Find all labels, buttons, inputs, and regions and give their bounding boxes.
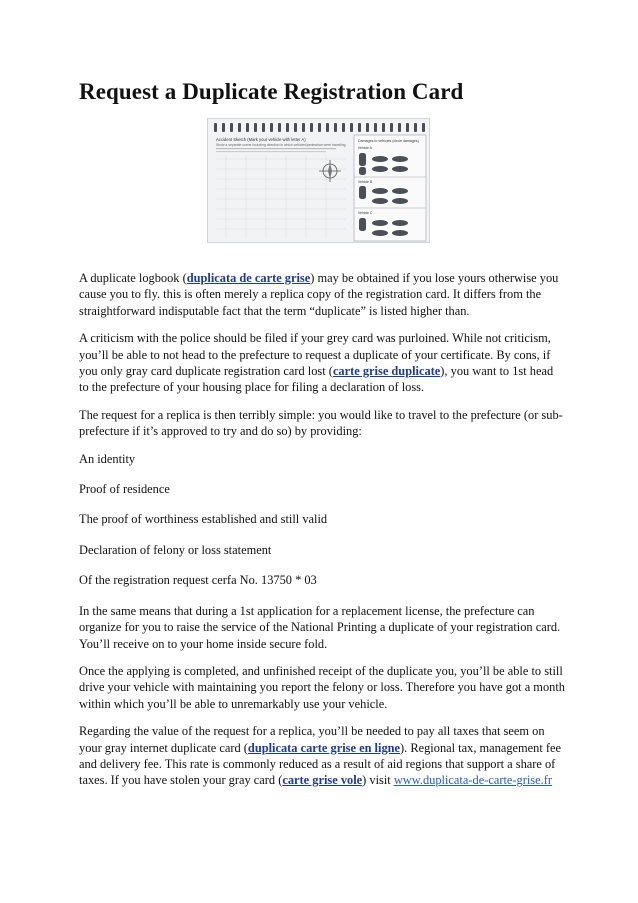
- paragraph-text: ) visit: [362, 773, 394, 788]
- paragraph-1: [79, 270, 565, 319]
- paragraph-2: [79, 330, 565, 396]
- spiral-binding: [214, 123, 425, 132]
- link-carte-grise-duplicate[interactable]: carte grise duplicate: [332, 364, 441, 379]
- link-website-url[interactable]: www.duplicata-de-carte-grise.fr: [393, 773, 552, 788]
- paragraph-text: A criticism with the police should be filed if your grey card was purloined. While not criticism, you’ll be able to not head to the prefecture to request a duplicate of your certificate. By cons, if you only gray card duplicate registration card lost (: [79, 331, 551, 379]
- sketch-grid: [216, 155, 346, 239]
- vehicle-c-label: Vehicle C: [358, 211, 373, 215]
- paragraph-4: In the same means that during a 1st application for a replacement license, the prefecture can organize for you to raise the service of the National Printing a duplicate of your registration card. You’ll receive on to your home inside secure fold.: [79, 603, 561, 651]
- figure-header-line2: Show a separate scene including direction in which vehicles/pedestrian were travelling: [216, 143, 346, 147]
- accident-report-drawing: [208, 119, 430, 243]
- list-item: An identity: [79, 451, 136, 466]
- vehicle-a-label: Vehicle A: [358, 146, 372, 150]
- accident-report-image: [207, 118, 430, 243]
- paragraph-5: Once the applying is completed, and unfinished receipt of the duplicate you, you’ll be able to still drive your vehicle with maintaining you report the felony or loss. Therefore you have got a month within which you’ll be able to unremarkably use your vehicle.: [79, 663, 565, 711]
- link-duplicata-carte-grise-en-ligne[interactable]: duplicata carte grise en ligne: [247, 740, 401, 755]
- paragraph-text: ), you want to 1st head to the prefecture of your housing place for filing a declaration of loss.: [79, 364, 554, 395]
- paragraph-text: ). Regional tax, management fee and delivery fee. This rate is commonly reduced as a result of aid regions that support a share of taxes. If you have stolen your gray card (: [79, 740, 562, 788]
- paragraph-text: Regarding the value of the request for a replica, you’ll be needed to pay all taxes that seem on your gray internet duplicate card (: [79, 724, 545, 755]
- list-item: Declaration of felony or loss statement: [79, 542, 272, 557]
- article-body: [79, 270, 565, 800]
- list-item: Proof of residence: [79, 482, 170, 497]
- figure-header-line1: Accident Sketch (Mark your vehicle with letter A): [216, 137, 306, 142]
- paragraph-text: ) may be obtained if you lose yours otherwise you cause you to fly. this is often merely a replica copy of the registration card. It differs from the straightforward indisputable fact that the term “duplicate” is listed higher than.: [79, 271, 559, 318]
- damages-label: Damages to vehicles (circle damages): [358, 139, 419, 143]
- link-duplicata-de-carte-grise[interactable]: duplicata de carte grise: [186, 271, 311, 285]
- paragraph-3: The request for a replica is then terribly simple: you would like to travel to the prefecture (or sub-prefecture if it’s approved to try and do so) by providing:: [79, 407, 563, 439]
- list-item: Of the registration request cerfa No. 13750 * 03: [79, 573, 317, 588]
- vehicle-b-label: Vehicle B: [358, 180, 373, 184]
- paragraph-6: [79, 723, 565, 789]
- compass-icon: [319, 160, 341, 182]
- list-item: The proof of worthiness established and still valid: [79, 512, 328, 527]
- paragraph-text: A duplicate logbook (: [79, 271, 187, 285]
- link-carte-grise-vole[interactable]: carte grise vole: [282, 773, 363, 788]
- page-title: Request a Duplicate Registration Card: [79, 79, 464, 104]
